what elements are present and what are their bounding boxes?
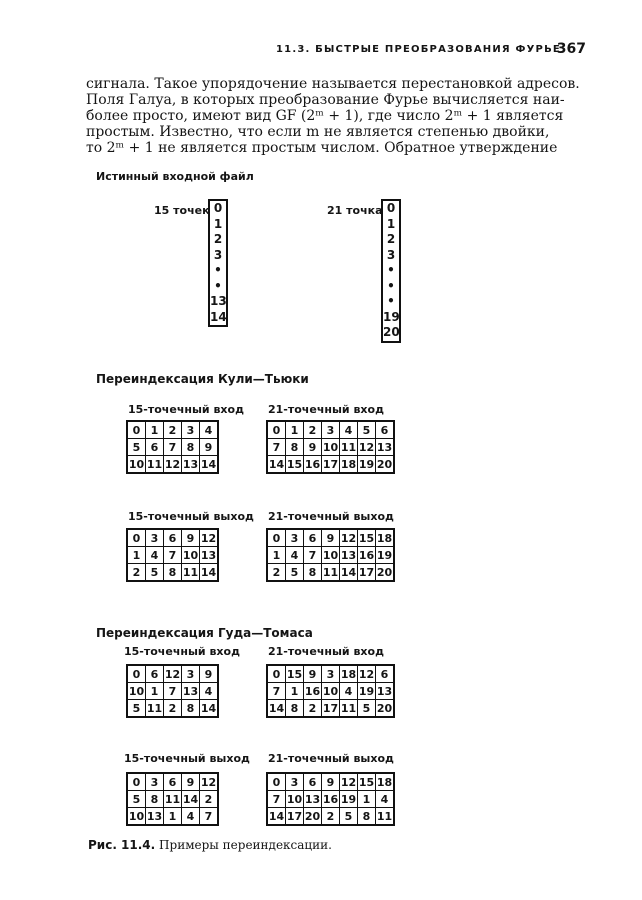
table-cell: 0 bbox=[127, 773, 146, 791]
table-cell: 1 bbox=[127, 547, 146, 564]
table-cell: 18 bbox=[340, 665, 358, 683]
table-cell: 0 bbox=[127, 529, 146, 547]
table-cell: 10 bbox=[286, 792, 303, 806]
table-cell: 8 bbox=[182, 700, 200, 718]
table-cell: 6 bbox=[164, 773, 182, 791]
table-cell: 11 bbox=[340, 700, 358, 718]
table-cell: 8 bbox=[164, 564, 182, 582]
table-row bbox=[267, 808, 394, 826]
table-cell: 2 bbox=[164, 700, 182, 718]
table-cell: 0 bbox=[267, 773, 286, 791]
page-number: 367 bbox=[556, 41, 586, 57]
table-cell: 3 bbox=[286, 529, 304, 547]
table-cell: 7 bbox=[267, 791, 286, 808]
table-row bbox=[127, 773, 218, 791]
vector-cell: 1 bbox=[213, 216, 223, 231]
table-cell: 12 bbox=[200, 773, 219, 791]
table-cell: 5 bbox=[358, 700, 376, 718]
table-cell: 11 bbox=[322, 564, 340, 582]
table-row bbox=[267, 773, 394, 791]
vector-cell: 14 bbox=[210, 309, 227, 324]
table-cell: 16 bbox=[304, 684, 321, 698]
table-cell: 13 bbox=[376, 440, 393, 454]
ct-out21-table bbox=[266, 528, 395, 582]
table-cell: 12 bbox=[340, 529, 358, 547]
vector-cell: 2 bbox=[213, 232, 223, 246]
vector-cell: • bbox=[387, 263, 395, 277]
table-cell: 0 bbox=[267, 665, 286, 683]
table-cell: 20 bbox=[304, 808, 322, 826]
table-cell: 1 bbox=[164, 808, 182, 826]
table-cell: 15 bbox=[286, 456, 304, 474]
gt-out15-table bbox=[126, 772, 219, 826]
table-row bbox=[267, 439, 394, 456]
table-row bbox=[127, 547, 218, 564]
table-cell: 0 bbox=[267, 421, 286, 439]
table-cell: 2 bbox=[267, 564, 286, 582]
body-paragraph bbox=[86, 76, 586, 156]
table-row bbox=[267, 564, 394, 582]
table-cell: 5 bbox=[358, 421, 376, 439]
table-cell: 2 bbox=[200, 791, 219, 808]
table-cell: 18 bbox=[376, 773, 395, 791]
table-cell: 1 bbox=[358, 791, 376, 808]
col15-label: 15 точек bbox=[154, 204, 210, 217]
table-cell: 4 bbox=[340, 683, 358, 700]
table-cell: 17 bbox=[322, 700, 340, 718]
table-cell: 7 bbox=[164, 683, 182, 700]
ct-in21-label: 21-точечный вход bbox=[268, 403, 384, 416]
table-cell: 4 bbox=[146, 547, 164, 564]
table-cell: 16 bbox=[358, 548, 375, 562]
table-cell: 9 bbox=[182, 773, 200, 791]
table-cell: 7 bbox=[304, 547, 322, 564]
table-cell: 7 bbox=[164, 439, 182, 456]
table-cell: 19 bbox=[358, 456, 376, 474]
table-cell: 14 bbox=[267, 808, 286, 826]
table-cell: 4 bbox=[200, 683, 219, 700]
table-cell: 19 bbox=[376, 548, 393, 562]
table-row bbox=[127, 700, 218, 718]
table-cell: 9 bbox=[322, 529, 340, 547]
table-cell: 13 bbox=[182, 684, 199, 698]
gt-out15-label: 15-точечный выход bbox=[124, 752, 250, 765]
table-cell: 10 bbox=[322, 548, 339, 562]
table-row bbox=[127, 456, 218, 474]
table-cell: 8 bbox=[182, 439, 200, 456]
table-cell: 14 bbox=[182, 792, 199, 806]
table-cell: 11 bbox=[376, 808, 395, 826]
vector-cell: 1 bbox=[386, 216, 396, 231]
table-cell: 19 bbox=[358, 684, 375, 698]
table-cell: 1 bbox=[286, 421, 304, 439]
vector-cell: • bbox=[387, 278, 395, 293]
table-cell: 12 bbox=[340, 773, 358, 791]
source-file-title: Истинный входной файл bbox=[96, 170, 254, 183]
table-cell: 10 bbox=[127, 456, 146, 474]
table-cell: 8 bbox=[358, 808, 376, 826]
table-row bbox=[127, 791, 218, 808]
vector-cell: • bbox=[387, 294, 395, 308]
table-cell: 17 bbox=[358, 564, 376, 582]
vector-cell: 0 bbox=[386, 201, 396, 215]
table-cell: 1 bbox=[267, 547, 286, 564]
table-cell: 9 bbox=[182, 529, 200, 547]
table-cell: 1 bbox=[286, 683, 304, 700]
table-cell: 8 bbox=[304, 564, 322, 582]
paragraph-line: Поля Галуа, в которых преобразование Фурье вычисляется наи- bbox=[86, 92, 565, 108]
cooley-tukey-title: Переиндексация Кули—Тьюки bbox=[96, 372, 309, 386]
paragraph-line: то 2ᵐ + 1 не является простым числом. Обратное утверждение bbox=[86, 140, 558, 156]
caption-text: Примеры переиндексации. bbox=[159, 838, 332, 852]
paragraph-line: более просто, имеют вид GF (2ᵐ + 1), где число 2ᵐ + 1 является bbox=[86, 108, 564, 124]
table-cell: 5 bbox=[127, 791, 146, 808]
table-cell: 7 bbox=[267, 439, 286, 456]
table-cell: 16 bbox=[304, 456, 322, 474]
table-cell: 5 bbox=[340, 808, 358, 826]
table-cell: 12 bbox=[200, 529, 219, 547]
paragraph-line: простым. Известно, что если m не является степенью двойки, bbox=[86, 124, 550, 140]
table-cell: 20 bbox=[376, 700, 395, 718]
table-row bbox=[267, 421, 394, 439]
table-row bbox=[127, 529, 218, 547]
gt-out21-label: 21-точечный выход bbox=[268, 752, 394, 765]
table-cell: 6 bbox=[146, 665, 164, 683]
table-cell: 5 bbox=[286, 564, 304, 582]
table-cell: 9 bbox=[200, 665, 219, 683]
figure-caption bbox=[88, 838, 332, 852]
gt-out21-table bbox=[266, 772, 395, 826]
table-cell: 11 bbox=[146, 456, 164, 474]
table-cell: 12 bbox=[358, 665, 376, 683]
table-cell: 11 bbox=[146, 700, 164, 718]
running-header bbox=[276, 41, 586, 57]
table-cell: 9 bbox=[200, 439, 219, 456]
caption-label: Рис. 11.4. bbox=[88, 838, 156, 852]
gt-in21-table bbox=[266, 664, 395, 718]
table-cell: 2 bbox=[304, 421, 322, 439]
ct-in21-table bbox=[266, 420, 395, 474]
gt-in15-label: 15-точечный вход bbox=[124, 645, 240, 658]
gt-in21-label: 21-точечный вход bbox=[268, 645, 384, 658]
vector-cell: • bbox=[214, 263, 222, 277]
table-row bbox=[127, 665, 218, 683]
table-cell: 4 bbox=[340, 421, 358, 439]
table-cell: 8 bbox=[286, 700, 304, 718]
table-cell: 10 bbox=[322, 684, 339, 698]
table-cell: 2 bbox=[322, 808, 340, 826]
good-thomas-title: Переиндексация Гуда—Томаса bbox=[96, 626, 313, 640]
table-cell: 13 bbox=[200, 548, 217, 562]
table-cell: 13 bbox=[146, 808, 164, 826]
vector-cell: • bbox=[214, 278, 222, 293]
table-cell: 4 bbox=[182, 808, 200, 826]
table-cell: 4 bbox=[286, 547, 304, 564]
table-cell: 15 bbox=[358, 529, 376, 547]
table-cell: 9 bbox=[304, 665, 322, 683]
table-cell: 16 bbox=[322, 792, 339, 806]
table-cell: 13 bbox=[304, 792, 321, 806]
table-cell: 3 bbox=[286, 773, 304, 791]
table-row bbox=[267, 700, 394, 718]
table-row bbox=[267, 529, 394, 547]
table-cell: 6 bbox=[164, 529, 182, 547]
table-cell: 13 bbox=[182, 456, 200, 474]
table-row bbox=[267, 547, 394, 564]
table-cell: 12 bbox=[164, 456, 182, 474]
table-cell: 8 bbox=[146, 791, 164, 808]
table-cell: 1 bbox=[146, 421, 164, 439]
ct-in15-label: 15-точечный вход bbox=[128, 403, 244, 416]
table-cell: 1 bbox=[146, 683, 164, 700]
table-cell: 3 bbox=[322, 665, 340, 683]
table-cell: 0 bbox=[127, 421, 146, 439]
table-cell: 20 bbox=[376, 456, 395, 474]
table-cell: 8 bbox=[286, 439, 304, 456]
table-cell: 11 bbox=[182, 564, 200, 582]
table-cell: 3 bbox=[182, 421, 200, 439]
section-title: 11.3. БЫСТРЫЕ ПРЕОБРАЗОВАНИЯ ФУРЬЕ bbox=[276, 44, 561, 55]
table-row bbox=[267, 456, 394, 474]
table-cell: 6 bbox=[146, 439, 164, 456]
table-cell: 10 bbox=[127, 808, 146, 826]
table-cell: 2 bbox=[164, 421, 182, 439]
table-cell: 4 bbox=[200, 421, 219, 439]
col21-label: 21 точка bbox=[327, 204, 383, 217]
table-cell: 7 bbox=[200, 808, 219, 826]
table-cell: 18 bbox=[340, 456, 358, 474]
table-cell: 9 bbox=[322, 773, 340, 791]
table-cell: 3 bbox=[146, 773, 164, 791]
table-cell: 3 bbox=[146, 529, 164, 547]
table-cell: 2 bbox=[127, 564, 146, 582]
vector-cell: 20 bbox=[383, 325, 400, 339]
table-row bbox=[127, 421, 218, 439]
ct-out15-label: 15-точечный выход bbox=[128, 510, 254, 523]
table-cell: 20 bbox=[376, 564, 395, 582]
vector-cell: 3 bbox=[386, 247, 396, 262]
table-cell: 17 bbox=[286, 808, 304, 826]
table-cell: 10 bbox=[182, 548, 199, 562]
table-cell: 14 bbox=[200, 700, 219, 718]
gt-in15-table bbox=[126, 664, 219, 718]
table-row bbox=[127, 683, 218, 700]
table-cell: 15 bbox=[286, 665, 304, 683]
table-cell: 6 bbox=[304, 773, 322, 791]
vector-cell: 13 bbox=[210, 294, 227, 308]
table-cell: 15 bbox=[358, 773, 376, 791]
table-cell: 6 bbox=[376, 421, 395, 439]
table-cell: 19 bbox=[340, 792, 357, 806]
paragraph-line: сигнала. Такое упорядочение называется перестановкой адресов. bbox=[86, 76, 580, 92]
vector-cell: 0 bbox=[213, 201, 223, 215]
table-cell: 2 bbox=[304, 700, 322, 718]
table-cell: 13 bbox=[376, 684, 393, 698]
table-cell: 9 bbox=[304, 439, 322, 456]
table-cell: 0 bbox=[127, 665, 146, 683]
table-cell: 11 bbox=[164, 792, 181, 806]
table-row bbox=[267, 791, 394, 808]
table-cell: 3 bbox=[322, 421, 340, 439]
vector-15-points bbox=[208, 199, 228, 327]
ct-out21-label: 21-точечный выход bbox=[268, 510, 394, 523]
table-cell: 3 bbox=[182, 665, 200, 683]
table-cell: 14 bbox=[200, 456, 219, 474]
vector-cell: 2 bbox=[386, 232, 396, 246]
table-cell: 7 bbox=[267, 683, 286, 700]
table-cell: 10 bbox=[322, 440, 339, 454]
table-cell: 17 bbox=[322, 456, 340, 474]
table-cell: 5 bbox=[127, 439, 146, 456]
table-cell: 18 bbox=[376, 529, 395, 547]
table-cell: 14 bbox=[200, 564, 219, 582]
table-cell: 0 bbox=[267, 529, 286, 547]
vector-cell: 19 bbox=[383, 309, 400, 324]
ct-out15-table bbox=[126, 528, 219, 582]
table-row bbox=[267, 665, 394, 683]
vector-21-points bbox=[381, 199, 401, 343]
table-cell: 7 bbox=[164, 547, 182, 564]
table-cell: 14 bbox=[340, 564, 358, 582]
table-cell: 14 bbox=[267, 700, 286, 718]
table-cell: 4 bbox=[376, 791, 395, 808]
table-cell: 12 bbox=[164, 665, 182, 683]
table-row bbox=[127, 439, 218, 456]
table-cell: 10 bbox=[128, 684, 145, 698]
vector-cell: 3 bbox=[213, 247, 223, 262]
table-cell: 11 bbox=[340, 440, 357, 454]
table-cell: 13 bbox=[340, 548, 357, 562]
table-row bbox=[127, 564, 218, 582]
table-row bbox=[127, 808, 218, 826]
table-cell: 6 bbox=[304, 529, 322, 547]
table-cell: 14 bbox=[267, 456, 286, 474]
ct-in15-table bbox=[126, 420, 219, 474]
table-cell: 12 bbox=[358, 440, 375, 454]
table-row bbox=[267, 683, 394, 700]
table-cell: 6 bbox=[376, 665, 395, 683]
table-cell: 5 bbox=[127, 700, 146, 718]
table-cell: 5 bbox=[146, 564, 164, 582]
